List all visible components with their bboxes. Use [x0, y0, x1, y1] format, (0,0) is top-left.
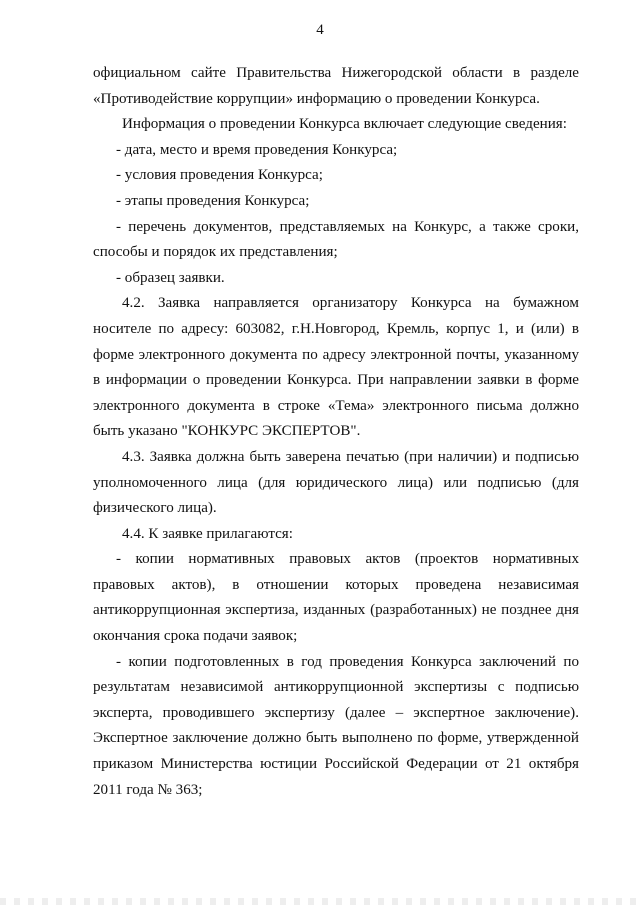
- paragraph-info-includes: Информация о проведении Конкурса включает следующие сведения:: [122, 116, 567, 133]
- list-item-conditions: - условия проведения Конкурса;: [116, 167, 323, 184]
- paragraph-section-4-2: 4.2. Заявка направляется организатору Конкурса на бумажном носителе по адресу: 603082, г.Н.Новгород, Кремль, корпус 1, и (или) в форме электронного документа по адресу электронной почты, указанному в информации о проведении Конкурса. При направлении заявки в форме электронного документа в строке «Тема» электронного письма должно быть указано "КОНКУРС ЭКСПЕРТОВ".: [93, 295, 579, 440]
- scan-edge-smudge: [0, 898, 640, 905]
- page-number: 4: [316, 22, 324, 38]
- paragraph-official-site: официальном сайте Правительства Нижегородской области в разделе «Противодействие коррупции» информацию о проведении Конкурса.: [93, 65, 579, 107]
- list-item-stages: - этапы проведения Конкурса;: [116, 192, 310, 209]
- list-item-sample-application: - образец заявки.: [116, 269, 225, 286]
- paragraph-section-4-4: 4.4. К заявке прилагаются:: [122, 525, 293, 542]
- list-item-copies-conclusions: - копии подготовленных в год проведения Конкурса заключений по результатам независимой антикоррупционной экспертизы с подписью эксперта, проводившего экспертизу (далее – экспертное заключение). Экспертное заключение должно быть выполнено по форме, утвержденной приказом Министерства юстиции Российской Федерации от 21 октября 2011 года № 363;: [93, 653, 579, 798]
- list-item-copies-acts: - копии нормативных правовых актов (проектов нормативных правовых актов), в отношении которых проведена независимая антикоррупционная экспертиза, изданных (разработанных) не позднее дня окончания срока подачи заявок;: [93, 551, 579, 645]
- list-item-date-place: - дата, место и время проведения Конкурса;: [116, 141, 398, 158]
- list-item-documents: - перечень документов, представляемых на Конкурс, а также сроки, способы и порядок их представления;: [93, 218, 579, 261]
- paragraph-section-4-3: 4.3. Заявка должна быть заверена печатью (при наличии) и подписью уполномоченного лица (для юридического лица) или подписью (для физического лица).: [93, 448, 579, 517]
- document-body: [93, 61, 579, 803]
